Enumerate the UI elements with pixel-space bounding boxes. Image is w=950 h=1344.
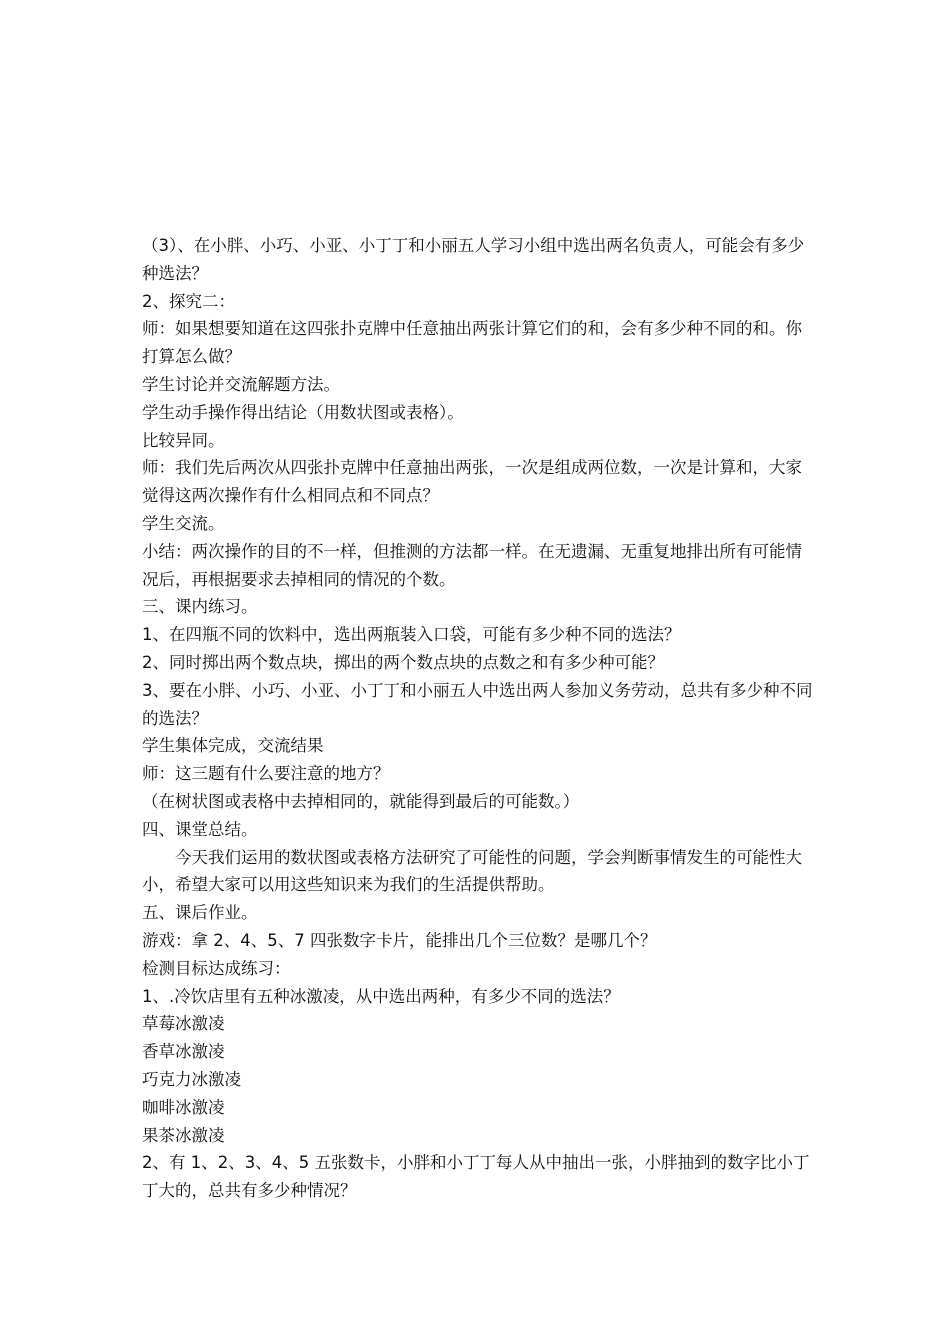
document-body xyxy=(142,232,814,1205)
paragraph-summary-text: 今天我们运用的数状图或表格方法研究了可能性的问题，学会判断事情发生的可能性大小，希望大家可以用这些知识来为我们的生活提供帮助。 xyxy=(142,847,802,895)
paragraph-students-discuss: 学生讨论并交流解题方法。 xyxy=(142,374,340,394)
list-item-vanilla: 香草冰激凌 xyxy=(142,1042,225,1062)
paragraph-teacher-question-sum: 师：如果想要知道在这四张扑克牌中任意抽出两张计算它们的和，会有多少种不同的和。你打算怎么做？ xyxy=(142,319,802,367)
exercise-3-volunteers: 3、要在小胖、小巧、小亚、小丁丁和小丽五人中选出两人参加义务劳动，总共有多少种不同的选法？ xyxy=(142,680,813,728)
paragraph-collective-complete: 学生集体完成，交流结果 xyxy=(142,736,324,756)
heading-explore-two: 2、探究二： xyxy=(142,291,235,311)
exercise-2-dice: 2、同时掷出两个数点块，掷出的两个数点块的点数之和有多少种可能？ xyxy=(142,652,664,672)
paragraph-summary: 小结：两次操作的目的不一样，但推测的方法都一样。在无遗漏、无重复地排出所有可能情况后，再根据要求去掉相同的情况的个数。 xyxy=(142,541,802,589)
list-item-coffee: 咖啡冰激凌 xyxy=(142,1097,225,1117)
heading-class-summary: 四、课堂总结。 xyxy=(142,819,258,839)
heading-target-check: 检测目标达成练习： xyxy=(142,958,291,978)
paragraph-students-operate: 学生动手操作得出结论（用数状图或表格）。 xyxy=(142,402,464,422)
paragraph-students-exchange: 学生交流。 xyxy=(142,513,225,533)
paragraph-teacher-attention: 师：这三题有什么要注意的地方？ xyxy=(142,764,390,784)
exercise-number-cards: 2、有 1、2、3、4、5 五张数卡，小胖和小丁丁每人从中抽出一张，小胖抽到的数字比小丁丁大的，总共有多少种情况？ xyxy=(142,1153,810,1201)
paragraph-compare: 比较异同。 xyxy=(142,430,225,450)
paragraph-game-cards: 游戏：拿 2、4、5、7 四张数字卡片，能排出几个三位数？是哪几个？ xyxy=(142,930,657,950)
heading-homework: 五、课后作业。 xyxy=(142,903,258,923)
exercise-1-drinks: 1、在四瓶不同的饮料中，选出两瓶装入口袋，可能有多少种不同的选法？ xyxy=(142,625,681,645)
list-item-strawberry: 草莓冰激凌 xyxy=(142,1014,225,1034)
exercise-ice-cream: 1、.冷饮店里有五种冰激凌，从中选出两种，有多少不同的选法？ xyxy=(142,986,620,1006)
paragraph-teacher-compare-operations: 师：我们先后两次从四张扑克牌中任意抽出两张，一次是组成两位数，一次是计算和，大家觉得这两次操作有什么相同点和不同点？ xyxy=(142,458,802,506)
list-item-fruit-tea: 果茶冰激凌 xyxy=(142,1125,225,1145)
paragraph-note-remove-duplicates: （在树状图或表格中去掉相同的，就能得到最后的可能数。） xyxy=(142,791,580,811)
list-item-chocolate: 巧克力冰激凌 xyxy=(142,1069,241,1089)
paragraph-choose-two-leaders: （3）、在小胖、小巧、小亚、小丁丁和小丽五人学习小组中选出两名负责人，可能会有多少种选法？ xyxy=(142,236,805,283)
heading-class-practice: 三、课内练习。 xyxy=(142,597,258,617)
